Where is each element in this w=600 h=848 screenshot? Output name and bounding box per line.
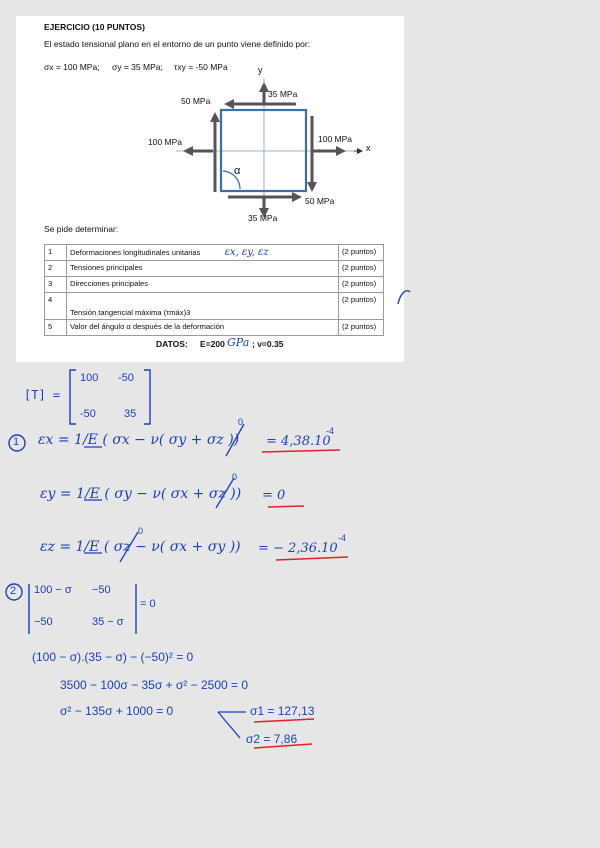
- datos-E-unit-handwritten: GPa: [227, 336, 250, 349]
- tensor-label: [T] =: [24, 388, 61, 402]
- det-cell: −50: [34, 616, 53, 628]
- row-number: 5: [45, 320, 67, 336]
- result-epsilon-x: = 4,38.10: [266, 434, 331, 449]
- row-number: 3: [45, 277, 67, 293]
- label-top-35: 35 MPa: [268, 89, 298, 99]
- underline-s1: [254, 719, 314, 722]
- eq-epsilon-y: εy = 1/E ( σy − ν( σx + σz )): [40, 486, 242, 502]
- margin-scribble: [398, 291, 410, 304]
- sigma-x-value: σx = 100 MPa;: [44, 62, 100, 72]
- principal-stress-2: σ2 = 7,86: [246, 732, 298, 746]
- principal-stress-1: σ1 = 127,13: [250, 704, 315, 718]
- sigma-y-value: σy = 35 MPa;: [112, 62, 163, 72]
- row-points: (2 puntos): [339, 245, 384, 261]
- axis-y-label: y: [258, 65, 263, 75]
- row-text: Tensión tangencial máxima (τmáx)3: [67, 293, 339, 320]
- item-1-number: 1: [13, 436, 20, 448]
- row-text: Direcciones principales: [67, 277, 339, 293]
- det-cell: 100 − σ: [34, 584, 72, 596]
- sigma-z-zero-mark: 0: [238, 417, 244, 427]
- result-epsilon-z-exponent: -4: [338, 533, 347, 543]
- tensor-cell: 100: [80, 372, 99, 384]
- result-epsilon-y: = 0: [262, 488, 286, 503]
- datos-nu: ; ν=0.35: [252, 339, 284, 349]
- row-text-label: Deformaciones longitudinales unitarias: [70, 248, 201, 257]
- result-epsilon-x-exponent: -4: [326, 426, 335, 436]
- det-cell: −50: [92, 584, 111, 596]
- label-right-100: 100 MPa: [318, 134, 353, 144]
- row-points: (2 puntos): [339, 320, 384, 336]
- statement-text: El estado tensional plano en el entorno de un punto viene definido por:: [44, 39, 311, 49]
- se-pide-text: Se pide determinar:: [44, 224, 119, 234]
- underline-ey: [268, 506, 304, 507]
- tau-xy-value: τxy = -50 MPa: [174, 62, 228, 72]
- tensor-right-bracket: [144, 370, 150, 424]
- det-equals-zero: = 0: [140, 598, 156, 610]
- sigma-z-zero-mark: 0: [232, 472, 238, 482]
- row-number: 1: [45, 245, 67, 261]
- tensor-cell: 35: [124, 408, 137, 420]
- row-points: (2 puntos): [339, 277, 384, 293]
- label-left-100: 100 MPa: [148, 137, 183, 147]
- sigma-z-zero-mark: 0: [138, 526, 144, 536]
- tensor-cell: -50: [118, 372, 134, 384]
- angle-alpha-label: α: [234, 165, 241, 177]
- label-bottom-right-50: 50 MPa: [305, 196, 335, 206]
- row-text: Tensiones principales: [67, 261, 339, 277]
- row-points: (2 puntos): [339, 293, 384, 320]
- datos-E: E=200: [200, 339, 225, 349]
- row-text: Valor del ángulo α después de la deformación: [67, 320, 339, 336]
- work-line-2: 3500 − 100σ − 35σ + σ² − 2500 = 0: [60, 678, 249, 692]
- label-top-left-50: 50 MPa: [181, 96, 211, 106]
- underline-ez: [276, 557, 348, 560]
- work-line-1: (100 − σ).(35 − σ) − (−50)² = 0: [32, 650, 194, 664]
- axis-x-label: x: [366, 143, 371, 153]
- tensor-cell: -50: [80, 408, 96, 420]
- label-bottom-35: 35 MPa: [248, 213, 278, 223]
- item-2-number: 2: [10, 585, 17, 597]
- eq-epsilon-z: εz = 1/E ( σz − ν( σx + σy )): [40, 539, 241, 555]
- row-number: 2: [45, 261, 67, 277]
- datos-label: DATOS:: [156, 339, 188, 349]
- row-points: (2 puntos): [339, 261, 384, 277]
- exercise-title: EJERCICIO (10 PUNTOS): [44, 22, 145, 32]
- tensor-left-bracket: [70, 370, 76, 424]
- work-line-3: σ² − 135σ + 1000 = 0: [60, 704, 174, 718]
- det-cell: 35 − σ: [92, 616, 124, 628]
- row-number: 4: [45, 293, 67, 320]
- underline-ex: [262, 450, 340, 452]
- row-handwritten-note: εx, εy, εz: [224, 247, 269, 258]
- result-epsilon-z: = − 2,36.10: [258, 541, 338, 556]
- eq-epsilon-x: εx = 1/E ( σx − ν( σy + σz )): [38, 432, 240, 448]
